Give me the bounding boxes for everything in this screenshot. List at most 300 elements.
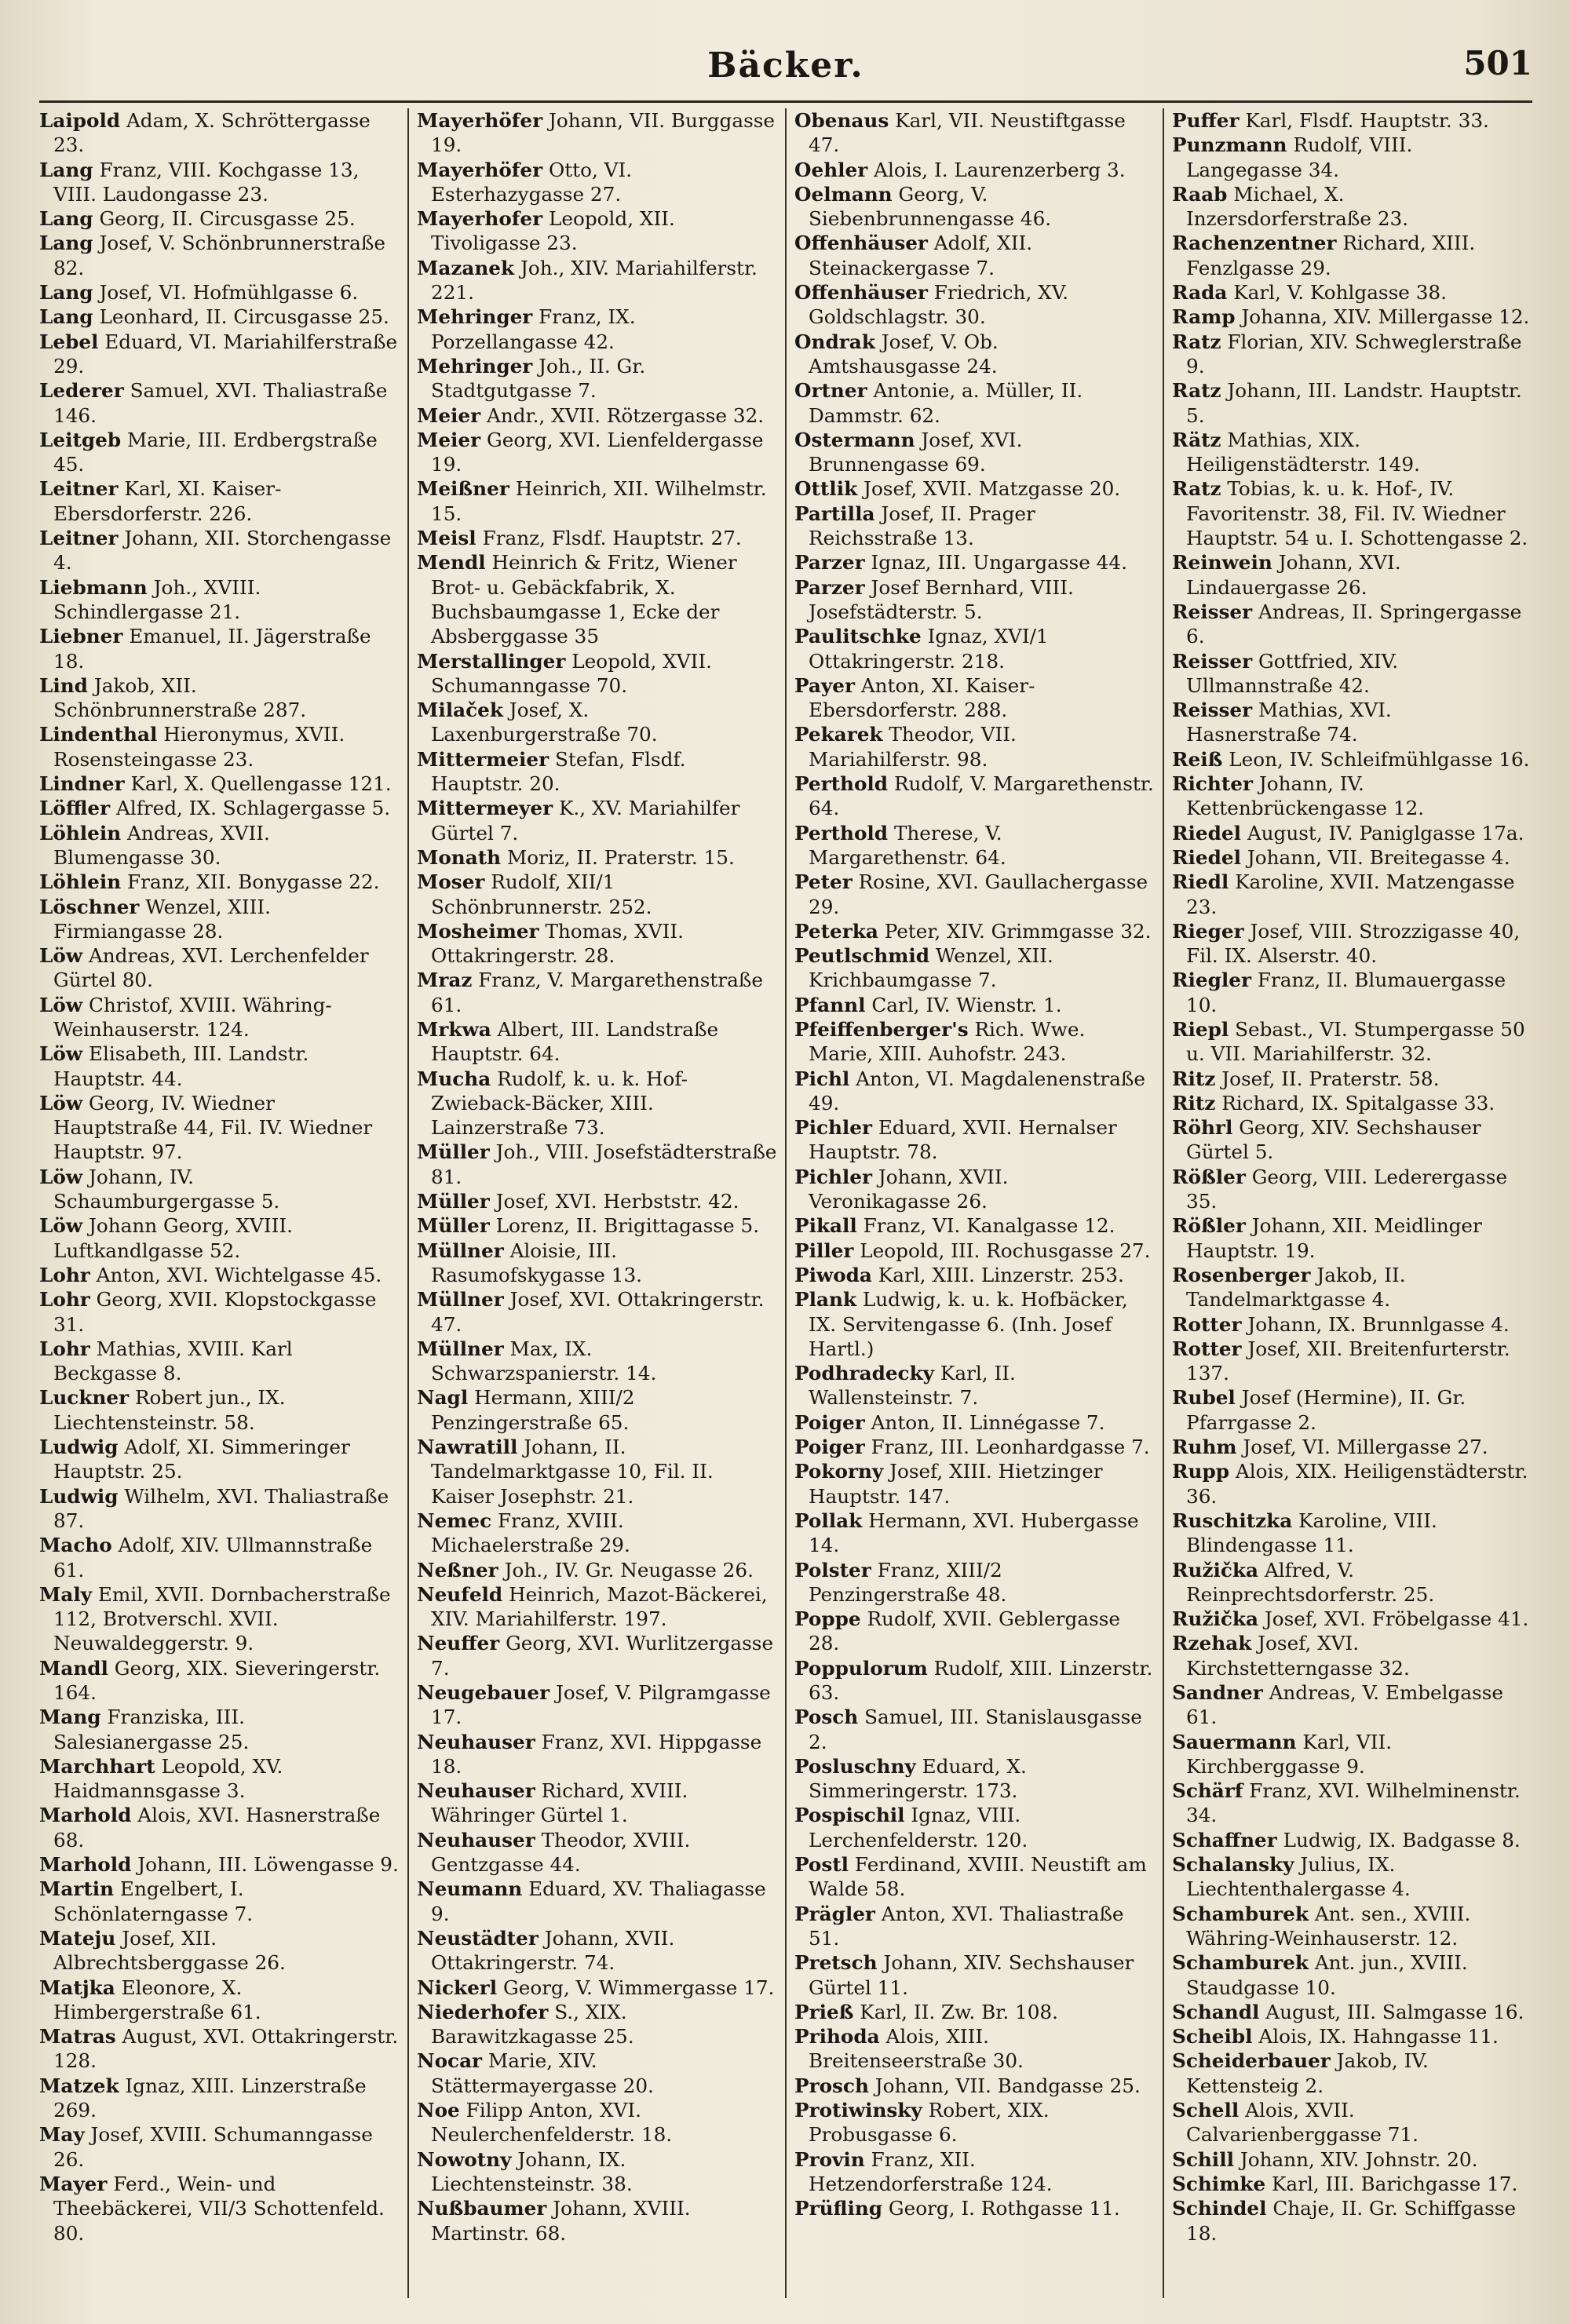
- directory-entry: [417, 1631, 777, 1680]
- entry-surname: Ratz: [1172, 477, 1221, 501]
- entry-details: Friedrich, XV. Goldschlagstr. 30.: [809, 281, 1069, 329]
- entry-details: Johann, XVII. Ottakringerstr. 74.: [431, 1926, 675, 1975]
- page-header: [39, 38, 1532, 103]
- directory-entry: [794, 1705, 1155, 1754]
- entry-surname: Martin: [39, 1877, 115, 1901]
- directory-entry: [1172, 2000, 1532, 2024]
- directory-entry: [39, 206, 400, 231]
- directory-entry: [1172, 133, 1532, 182]
- directory-entry: [794, 624, 1155, 673]
- directory-entry: [417, 1067, 777, 1140]
- entry-details: Engelbert, I. Schönlaterngasse 7.: [53, 1877, 254, 1925]
- entry-surname: Mayerhöfer: [417, 158, 543, 181]
- entry-details: Josef, XVII. Matzgasse 20.: [864, 477, 1121, 501]
- entry-details: Ant. sen., XVIII. Währing-Weinhauserstr. 12.: [1186, 1902, 1471, 1950]
- directory-entry: [794, 1509, 1155, 1558]
- entry-surname: Liebmann: [39, 575, 148, 599]
- entry-details: Rudolf, XVII. Geblergasse 28.: [809, 1607, 1120, 1655]
- directory-entry: [1172, 1459, 1532, 1509]
- entry-details: Josef, II. Prager Reichsstraße 13.: [809, 502, 1035, 550]
- directory-entry: [39, 2074, 400, 2123]
- entry-surname: Löw: [39, 1042, 83, 1066]
- entry-surname: Neuhauser: [417, 1730, 535, 1753]
- directory-entry: [794, 502, 1155, 551]
- directory-entry: [794, 1459, 1155, 1509]
- entry-details: Eduard, XVII. Hernalser Hauptstr. 78.: [809, 1116, 1117, 1164]
- entry-details: Chaje, II. Gr. Schiffgasse 18.: [1186, 2197, 1517, 2245]
- entry-surname: Schalansky: [1172, 1853, 1294, 1877]
- entry-surname: Müllner: [417, 1337, 504, 1360]
- directory-entry: [417, 1828, 777, 1877]
- directory-entry: [39, 772, 400, 796]
- entry-surname: Posch: [794, 1706, 859, 1729]
- entry-details: Rudolf, VIII. Langegasse 34.: [1186, 133, 1413, 181]
- entry-details: Johann, XVI. Lindauergasse 26.: [1186, 551, 1401, 599]
- entry-details: Johann, VII. Bandgasse 25.: [874, 2074, 1141, 2097]
- entry-details: Ludwig, IX. Badgasse 8.: [1283, 1828, 1521, 1852]
- directory-entry: [417, 256, 777, 305]
- entry-details: Johann, III. Löwengasse 9.: [137, 1853, 399, 1877]
- entry-surname: Mayerhöfer: [417, 109, 543, 132]
- directory-entry: [1172, 821, 1532, 845]
- entry-details: Rudolf, XIII. Linzerstr. 63.: [809, 1656, 1153, 1704]
- entry-details: Richard, XVIII. Währinger Gürtel 1.: [431, 1779, 688, 1827]
- directory-entry: [1172, 1852, 1532, 1902]
- entry-surname: Löhlein: [39, 870, 122, 894]
- entry-details: Franz, XIII/2 Penzingerstraße 48.: [809, 1558, 1007, 1606]
- entry-surname: Pokorny: [794, 1460, 884, 1483]
- directory-entry: [39, 1484, 400, 1534]
- directory-entry: [39, 1533, 400, 1582]
- entry-details: Georg, XIV. Sechshauser Gürtel 5.: [1186, 1116, 1481, 1164]
- entry-surname: Obenaus: [794, 109, 889, 132]
- directory-entry: [794, 378, 1155, 428]
- entry-details: Karl, VII. Kirchberggasse 9.: [1186, 1730, 1393, 1778]
- entry-details: S., XIX. Barawitzkagasse 25.: [431, 2000, 634, 2049]
- directory-entry: [1172, 870, 1532, 919]
- entry-surname: Ružička: [1172, 1558, 1258, 1582]
- directory-entry: [794, 476, 1155, 501]
- entry-surname: Ottlik: [794, 477, 858, 501]
- directory-entry: [39, 673, 400, 723]
- entry-surname: Prägler: [794, 1902, 875, 1925]
- entry-surname: Mendl: [417, 551, 486, 575]
- entry-surname: Mang: [39, 1706, 101, 1729]
- entry-surname: Rößler: [1172, 1214, 1246, 1238]
- entry-details: Georg, XVI. Wurlitzergasse 7.: [431, 1632, 774, 1680]
- entry-surname: Rätz: [1172, 428, 1221, 451]
- entry-details: Karl, III. Barichgasse 17.: [1271, 2172, 1518, 2195]
- directory-entry: [1172, 698, 1532, 747]
- entry-details: Rich. Wwe. Marie, XIII. Auhofstr. 243.: [809, 1017, 1086, 1066]
- entry-surname: Schamburek: [1172, 1951, 1309, 1975]
- entry-surname: Pfeiffenberger's: [794, 1017, 969, 1041]
- directory-entry: [417, 158, 777, 207]
- directory-entry: [1172, 378, 1532, 428]
- entry-surname: Schaffner: [1172, 1828, 1277, 1852]
- directory-entry: [417, 2147, 777, 2197]
- column-2: [409, 108, 787, 2298]
- directory-entry: [39, 1091, 400, 1165]
- directory-entry: [794, 330, 1155, 379]
- entry-details: Johann, XII. Meidlinger Hauptstr. 19.: [1186, 1214, 1482, 1262]
- entry-surname: Pikall: [794, 1214, 857, 1238]
- entry-surname: Schandl: [1172, 2000, 1260, 2023]
- entry-details: Anton, XVI. Wichtelgasse 45.: [96, 1263, 382, 1286]
- directory-entry: [794, 1410, 1155, 1435]
- directory-entry: [1172, 1385, 1532, 1435]
- directory-entry: [39, 722, 400, 772]
- entry-surname: Peter: [794, 870, 853, 894]
- entry-details: Adam, X. Schröttergasse 23.: [53, 109, 371, 157]
- directory-entry: [1172, 2024, 1532, 2049]
- entry-surname: Perthold: [794, 821, 889, 845]
- directory-entry: [39, 1803, 400, 1852]
- entry-surname: Pichler: [794, 1165, 873, 1188]
- entry-surname: Lang: [39, 232, 93, 255]
- entry-surname: Scheiderbauer: [1172, 2049, 1331, 2073]
- entry-details: Franz, VI. Kanalgasse 12.: [863, 1214, 1115, 1238]
- entry-surname: Milaček: [417, 699, 503, 722]
- entry-details: Johann, VII. Burggasse 19.: [431, 109, 776, 157]
- entry-surname: Lederer: [39, 379, 124, 403]
- entry-details: Georg, V. Siebenbrunnengasse 46.: [809, 182, 1052, 231]
- entry-surname: Prihoda: [794, 2025, 880, 2049]
- entry-surname: Ruschitzka: [1172, 1509, 1293, 1532]
- entry-surname: Ludwig: [39, 1484, 119, 1508]
- entry-details: Emanuel, II. Jägerstraße 18.: [53, 625, 371, 673]
- directory-entry: [1172, 108, 1532, 133]
- entry-surname: Reinwein: [1172, 551, 1272, 575]
- entry-surname: Reisser: [1172, 699, 1253, 722]
- entry-surname: Scheibl: [1172, 2025, 1253, 2049]
- entry-surname: Moser: [417, 870, 485, 894]
- entry-details: Alfred, IX. Schlagergasse 5.: [115, 797, 391, 820]
- entry-surname: Mandl: [39, 1656, 108, 1680]
- entry-surname: Pretsch: [794, 1951, 878, 1975]
- directory-entry: [417, 550, 777, 648]
- directory-entry: [794, 722, 1155, 772]
- entry-details: Alois, XIX. Heiligenstädterstr. 36.: [1186, 1460, 1528, 1508]
- directory-entry: [39, 330, 400, 379]
- entry-details: Karl, XI. Kaiser-Ebersdorferstr. 226.: [53, 477, 282, 525]
- directory-entry: [39, 1976, 400, 2025]
- entry-details: Johann, XVII. Veronikagasse 26.: [809, 1165, 1009, 1213]
- directory-entry: [794, 1558, 1155, 1607]
- directory-entry: [794, 1287, 1155, 1361]
- directory-entry: [794, 1950, 1155, 2000]
- entry-details: Ignaz, VIII. Lerchenfelderstr. 120.: [809, 1804, 1028, 1852]
- entry-details: Richard, XIII. Fenzlgasse 29.: [1186, 232, 1476, 279]
- directory-entry: [794, 2074, 1155, 2098]
- entry-details: Jakob, XII. Schönbrunnerstraße 287.: [53, 673, 307, 722]
- entry-details: Karoline, XVII. Matzengasse 23.: [1186, 870, 1515, 918]
- entry-surname: Neuffer: [417, 1632, 500, 1655]
- entry-details: Andreas, XVI. Lerchenfelder Gürtel 80.: [53, 944, 369, 992]
- directory-entry: [417, 403, 777, 428]
- entry-surname: Pollak: [794, 1509, 863, 1532]
- entry-surname: Ruhm: [1172, 1436, 1237, 1459]
- entry-surname: Provin: [794, 2147, 865, 2171]
- directory-entry: [417, 1435, 777, 1509]
- entry-details: Moriz, II. Praterstr. 15.: [506, 845, 735, 869]
- directory-entry: [417, 1976, 777, 2000]
- entry-surname: Matjka: [39, 1976, 115, 1999]
- directory-entry: [39, 2024, 400, 2074]
- entry-details: Eduard, XV. Thaliagasse 9.: [431, 1877, 766, 1925]
- directory-entry: [417, 428, 777, 477]
- entry-details: Leopold, XVII. Schumanngasse 70.: [431, 649, 712, 697]
- entry-details: Adolf, XIV. Ullmannstraße 61.: [53, 1534, 373, 1582]
- directory-entry: [1172, 1165, 1532, 1214]
- directory-entry: [1172, 1091, 1532, 1115]
- entry-details: Georg, XVI. Lienfeldergasse 19.: [431, 428, 764, 476]
- column-4: [1164, 108, 1532, 2298]
- entry-details: Alois, I. Laurenzerberg 3.: [874, 158, 1126, 181]
- entry-surname: Lind: [39, 673, 88, 697]
- directory-entry: [794, 428, 1155, 477]
- entry-details: Joh., XVIII. Schindlergasse 21.: [53, 575, 261, 623]
- entry-surname: Matzek: [39, 2074, 119, 2097]
- entry-details: Anton, II. Linnégasse 7.: [871, 1410, 1105, 1434]
- entry-details: Josef, XII. Albrechtsberggasse 26.: [53, 1926, 286, 1975]
- entry-surname: Rößler: [1172, 1165, 1246, 1188]
- entry-surname: Nowotny: [417, 2147, 512, 2171]
- directory-entry: [794, 158, 1155, 182]
- entry-details: Leopold, III. Rochusgasse 27.: [860, 1239, 1151, 1262]
- directory-entry: [39, 1042, 400, 1091]
- directory-entry: [39, 1852, 400, 1877]
- directory-entry: [39, 378, 400, 428]
- entry-details: Robert jun., IX. Liechtensteinstr. 58.: [53, 1386, 286, 1434]
- directory-entry: [1172, 2172, 1532, 2196]
- directory-entry: [417, 649, 777, 699]
- directory-entry: [39, 1385, 400, 1435]
- entry-details: Franz, XVIII. Michaelerstraße 29.: [431, 1509, 630, 1557]
- directory-entry: [39, 428, 400, 477]
- directory-entry: [39, 1656, 400, 1706]
- directory-entry: [39, 1287, 400, 1337]
- entry-details: Josef, V. Pilgramgasse 17.: [431, 1681, 771, 1729]
- directory-entry: [794, 2098, 1155, 2147]
- entry-surname: Perthold: [794, 772, 889, 796]
- directory-entry: [794, 993, 1155, 1017]
- entry-details: Josef, V. Schönbrunnerstraße 82.: [53, 232, 385, 279]
- directory-entry: [417, 305, 777, 354]
- entry-details: Jakob, IV. Kettensteig 2.: [1186, 2049, 1429, 2097]
- entry-details: Johann, XIV. Johnstr. 20.: [1240, 2147, 1478, 2171]
- directory-entry: [417, 1779, 777, 1828]
- directory-entry: [794, 1902, 1155, 1951]
- directory-entry: [417, 796, 777, 845]
- entry-details: Johann, III. Landstr. Hauptstr. 5.: [1186, 379, 1522, 427]
- entry-details: Leon, IV. Schleifmühlgasse 16.: [1229, 747, 1530, 771]
- directory-entry: [417, 1877, 777, 1926]
- entry-surname: Peutlschmid: [794, 944, 929, 968]
- entry-surname: Poppe: [794, 1607, 861, 1631]
- entry-surname: Laipold: [39, 109, 121, 132]
- entry-surname: Ružička: [1172, 1607, 1258, 1631]
- entry-surname: Schindel: [1172, 2197, 1267, 2220]
- entry-details: Ant. jun., XVIII. Staudgasse 10.: [1186, 1951, 1468, 1999]
- entry-details: Johann, II. Tandelmarktgasse 10, Fil. II. Kaiser Josephstr. 21.: [431, 1436, 714, 1508]
- entry-details: Georg, XIX. Sieveringerstr. 164.: [53, 1656, 381, 1704]
- entry-details: Karl, II. Wallensteinstr. 7.: [809, 1362, 1016, 1410]
- entry-surname: Ondrak: [794, 330, 875, 353]
- directory-entry: [417, 1926, 777, 1976]
- entry-details: Johann, IX. Brunnlgasse 4.: [1247, 1312, 1510, 1336]
- directory-entry: [39, 796, 400, 820]
- entry-surname: Schill: [1172, 2147, 1234, 2171]
- entry-surname: Offenhäuser: [794, 281, 928, 305]
- entry-details: Samuel, XVI. Thaliastraße 146.: [53, 379, 388, 427]
- entry-details: Josef, XIII. Hietzinger Hauptstr. 147.: [809, 1460, 1103, 1508]
- directory-entry: [794, 2000, 1155, 2024]
- directory-entry: [794, 1239, 1155, 1263]
- directory-entry: [417, 1213, 777, 1238]
- entry-details: Johann, XIV. Sechshauser Gürtel 11.: [809, 1951, 1134, 1999]
- directory-entry: [794, 2147, 1155, 2197]
- directory-entry: [417, 1337, 777, 1386]
- entry-surname: Ortner: [794, 379, 867, 403]
- entry-surname: Podhradecky: [794, 1362, 935, 1385]
- entry-details: Heinrich, XII. Wilhelmstr. 15.: [431, 477, 767, 525]
- entry-details: Karl, VII. Neustiftgasse 47.: [809, 109, 1126, 157]
- directory-entry: [1172, 772, 1532, 821]
- column-1: [39, 108, 409, 2298]
- directory-entry: [417, 1730, 777, 1779]
- entry-surname: Monath: [417, 845, 502, 869]
- directory-entry: [1172, 2147, 1532, 2172]
- directory-entry: [417, 2196, 777, 2246]
- entry-details: Alfred, V. Reinprechtsdorferstr. 25.: [1186, 1558, 1435, 1606]
- entry-details: Karl, V. Kohlgasse 38.: [1233, 281, 1447, 305]
- entry-details: Antonie, a. Müller, II. Dammstr. 62.: [809, 379, 1083, 427]
- directory-entry: [1172, 1263, 1532, 1312]
- directory-entry: [794, 2196, 1155, 2220]
- directory-entry: [1172, 428, 1532, 477]
- directory-entry: [1172, 1067, 1532, 1091]
- entry-details: Josef, II. Praterstr. 58.: [1221, 1067, 1440, 1090]
- entry-details: Johann, IX. Liechtensteinstr. 38.: [431, 2147, 633, 2195]
- entry-surname: Riepl: [1172, 1017, 1229, 1041]
- entry-surname: Mittermeier: [417, 747, 550, 771]
- directory-entry: [39, 526, 400, 575]
- directory-entry: [1172, 1558, 1532, 1607]
- directory-entry: [1172, 305, 1532, 329]
- entry-details: Franz, II. Blumauergasse 10.: [1186, 969, 1506, 1016]
- directory-entry: [1172, 1680, 1532, 1730]
- entry-details: Andr., XVII. Rötzergasse 32.: [487, 403, 765, 427]
- entry-details: Ignaz, III. Ungargasse 44.: [871, 551, 1127, 575]
- entry-details: Mathias, XIX. Heiligenstädterstr. 149.: [1186, 428, 1420, 476]
- entry-surname: May: [39, 2123, 85, 2147]
- entry-surname: Ratz: [1172, 330, 1221, 353]
- directory-entry: [794, 772, 1155, 821]
- directory-entry: [39, 943, 400, 993]
- entry-details: Anton, VI. Magdalenenstraße 49.: [809, 1067, 1146, 1115]
- directory-entry: [417, 2049, 777, 2098]
- directory-entry: [417, 968, 777, 1017]
- entry-surname: Punzmann: [1172, 133, 1287, 157]
- entry-surname: Schell: [1172, 2099, 1240, 2122]
- directory-entry: [39, 895, 400, 944]
- entry-details: Mathias, XVIII. Karl Beckgasse 8.: [53, 1337, 293, 1385]
- directory-entry: [417, 206, 777, 256]
- directory-entry: [417, 1287, 777, 1337]
- entry-details: Georg, I. Rothgasse 11.: [888, 2197, 1120, 2220]
- directory-entry: [794, 1607, 1155, 1656]
- directory-entry: [417, 476, 777, 526]
- directory-entry: [39, 108, 400, 158]
- entry-surname: Puffer: [1172, 109, 1240, 132]
- entry-surname: Liebner: [39, 625, 123, 648]
- directory-entry: [1172, 1509, 1532, 1558]
- directory-entry: [39, 1877, 400, 1926]
- directory-entry: [794, 1852, 1155, 1902]
- entry-surname: Ramp: [1172, 305, 1236, 329]
- entry-details: Stefan, Flsdf. Hauptstr. 20.: [431, 747, 686, 796]
- entry-details: Franz, VIII. Kochgasse 13, VIII. Laudongasse 23.: [53, 158, 360, 206]
- entry-surname: Nawratill: [417, 1436, 518, 1459]
- directory-entry: [39, 280, 400, 305]
- entry-surname: Payer: [794, 673, 855, 697]
- directory-entry: [417, 354, 777, 403]
- entry-surname: Piwoda: [794, 1263, 872, 1286]
- entry-details: Wenzel, XII. Krichbaumgasse 7.: [809, 944, 1053, 992]
- directory-entry: [417, 108, 777, 158]
- directory-entry: [1172, 1312, 1532, 1337]
- page-number: 501: [1463, 44, 1532, 82]
- entry-surname: Löw: [39, 1165, 83, 1188]
- entry-surname: Lindner: [39, 772, 125, 796]
- entry-details: Josef, VI. Hofmühlgasse 6.: [99, 281, 359, 305]
- entry-surname: Rada: [1172, 281, 1228, 305]
- directory-entry: [794, 1017, 1155, 1067]
- entry-details: Franziska, III. Salesianergasse 25.: [53, 1706, 250, 1753]
- entry-surname: Niederhofer: [417, 2000, 549, 2023]
- directory-entry: [1172, 1631, 1532, 1680]
- entry-details: Franz, Flsdf. Hauptstr. 27.: [482, 527, 742, 550]
- entry-surname: Posluschny: [794, 1754, 916, 1778]
- entry-surname: Mazanek: [417, 256, 515, 279]
- directory-entry: [1172, 600, 1532, 649]
- entry-details: Josef, XVI. Fröbelgasse 41.: [1264, 1607, 1529, 1631]
- column-3: [787, 108, 1164, 2298]
- directory-entry: [1172, 1115, 1532, 1165]
- entry-details: Florian, XIV. Schweglerstraße 9.: [1186, 330, 1522, 378]
- entry-details: Josef, VI. Millergasse 27.: [1243, 1436, 1488, 1459]
- entry-details: Adolf, XI. Simmeringer Hauptstr. 25.: [53, 1436, 350, 1483]
- entry-surname: Schärf: [1172, 1779, 1243, 1803]
- directory-entry: [1172, 1828, 1532, 1852]
- entry-surname: Schimke: [1172, 2172, 1266, 2195]
- directory-entry: [794, 870, 1155, 919]
- entry-details: Andreas, XVII. Blumengasse 30.: [53, 821, 270, 869]
- directory-entry: [794, 919, 1155, 943]
- entry-details: Anton, XVI. Thaliastraße 51.: [809, 1902, 1124, 1950]
- directory-entry: [417, 2000, 777, 2049]
- directory-entry: [794, 1361, 1155, 1410]
- entry-details: Josef, XVI. Brunnengasse 69.: [809, 428, 1023, 476]
- entry-surname: Röhrl: [1172, 1116, 1233, 1140]
- entry-details: Johann, XII. Storchengasse 4.: [53, 527, 392, 575]
- directory-entry: [1172, 280, 1532, 305]
- directory-entry: [794, 943, 1155, 993]
- entry-surname: Lang: [39, 281, 93, 305]
- entry-details: Josef, V. Ob. Amtshausgasse 24.: [809, 330, 999, 378]
- entry-surname: Ritz: [1172, 1091, 1216, 1115]
